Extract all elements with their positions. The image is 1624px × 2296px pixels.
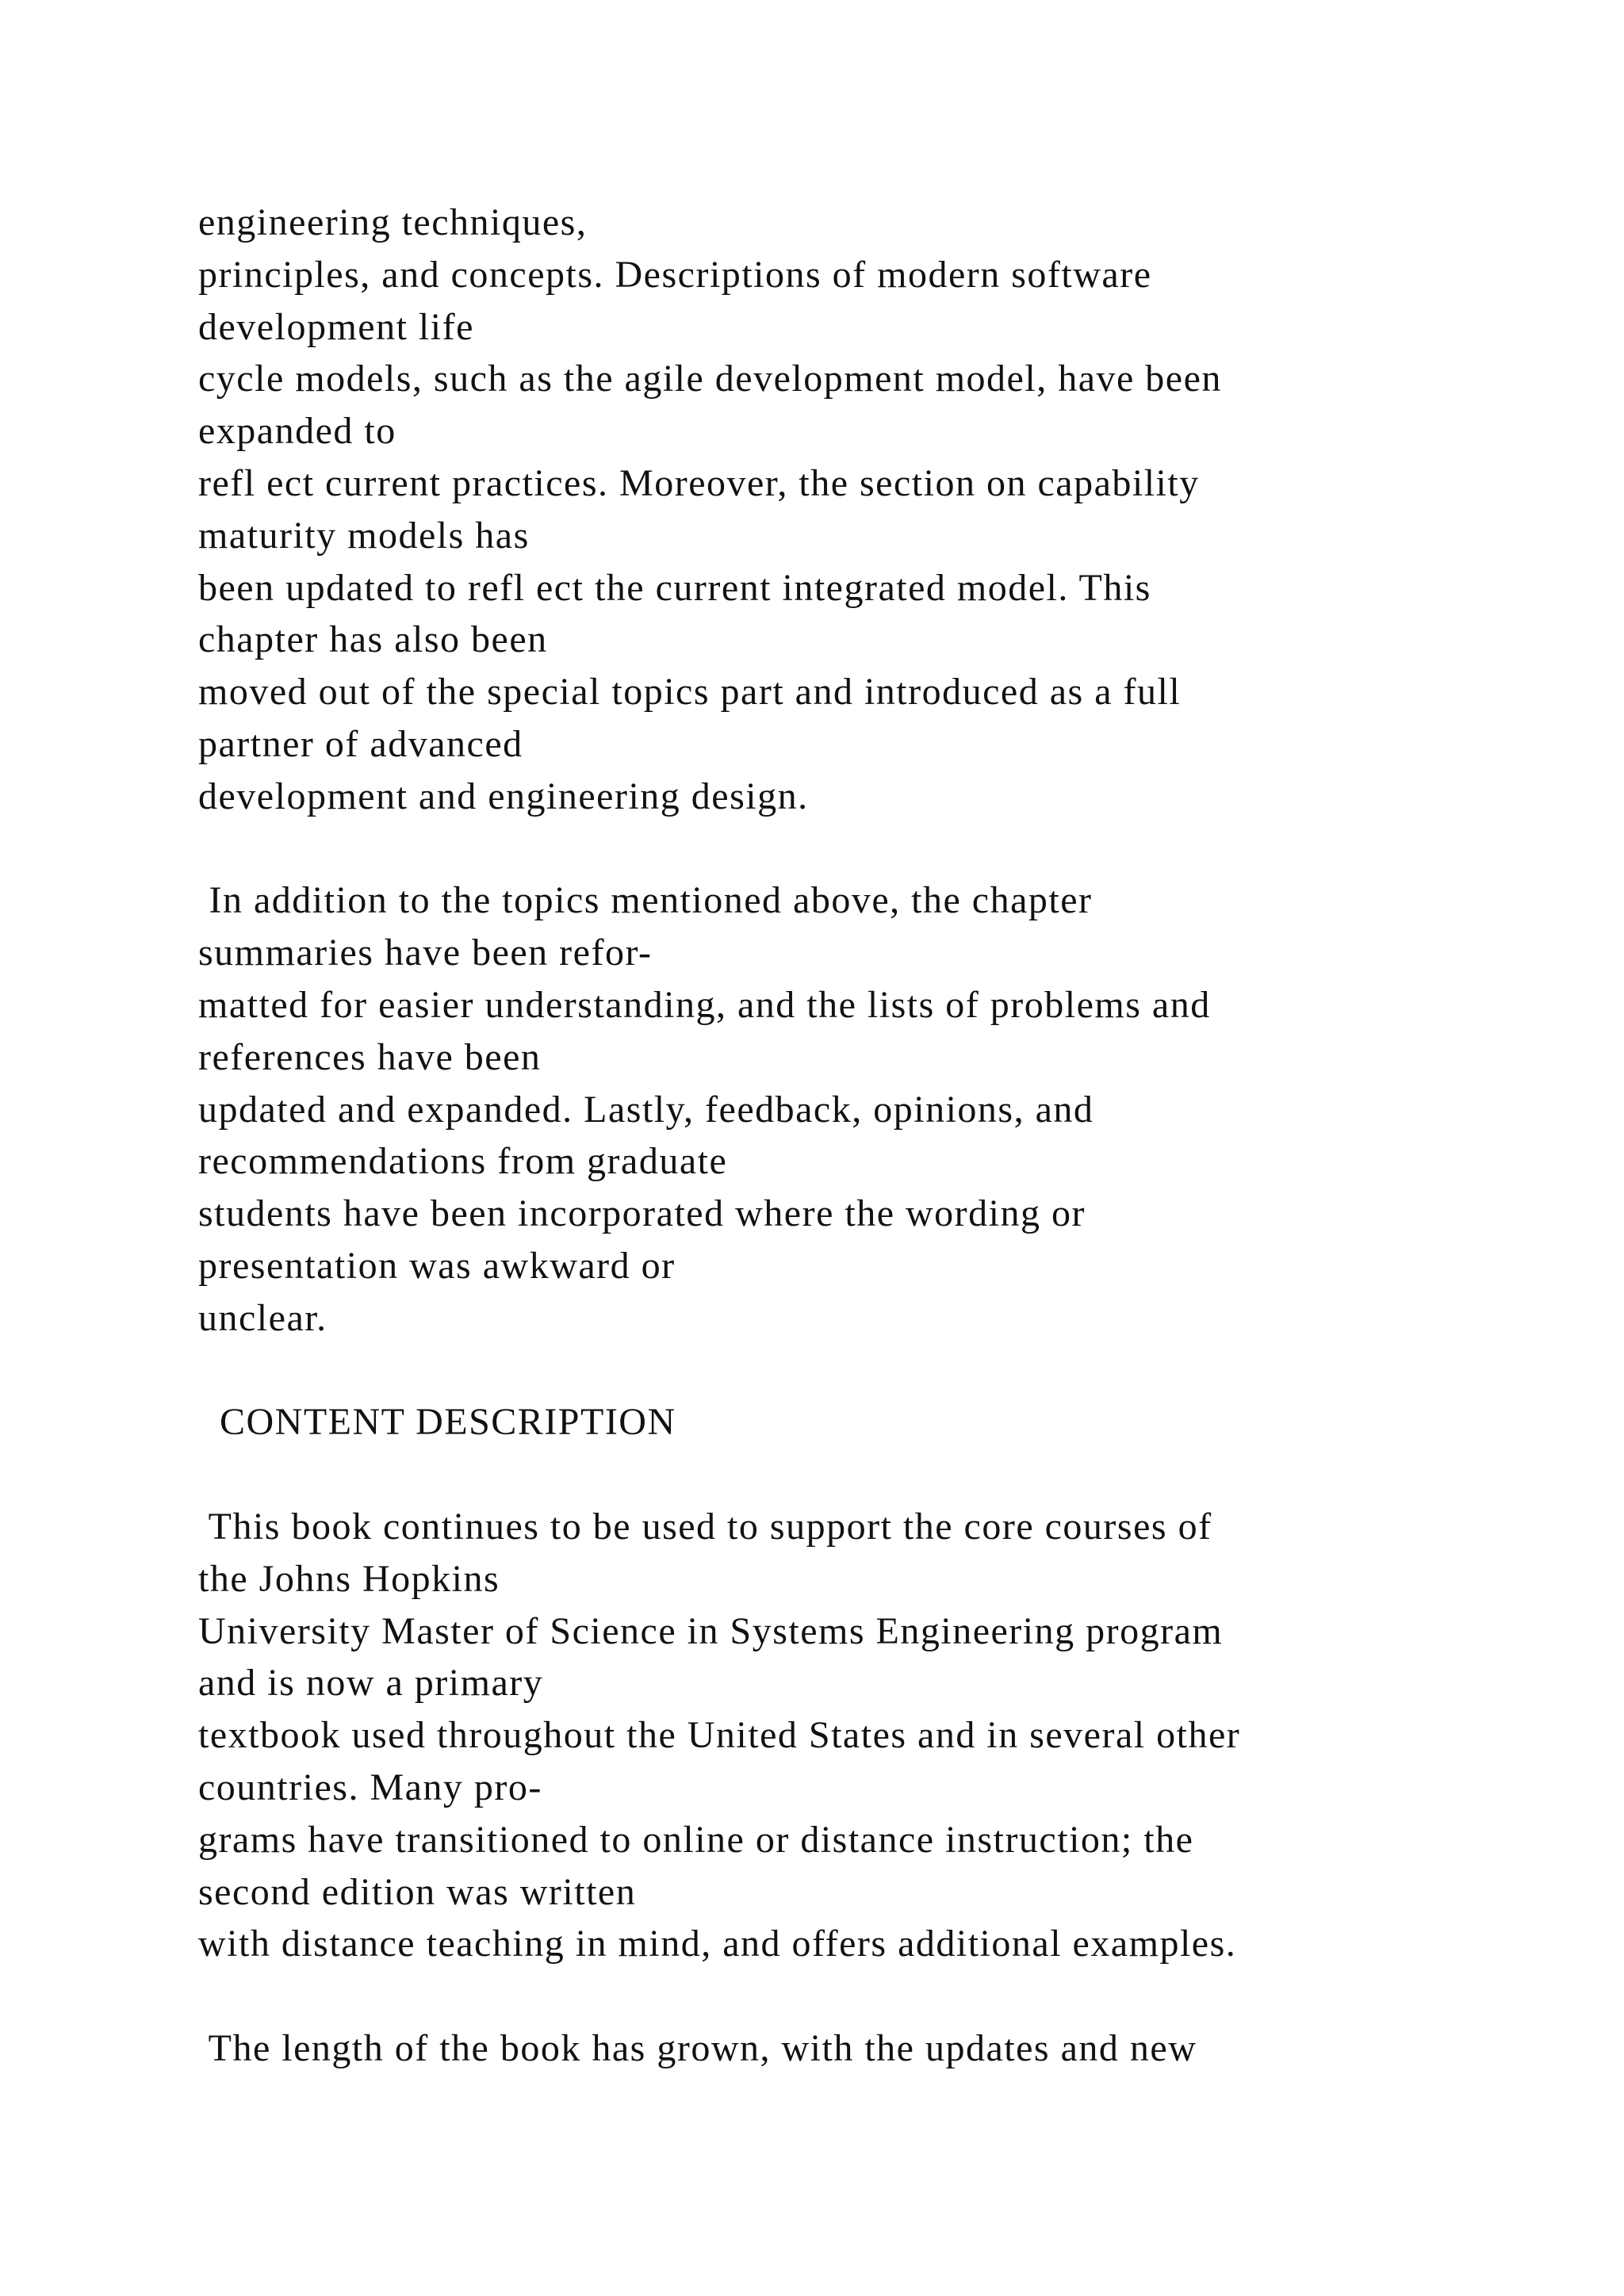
text-line: presentation was awkward or xyxy=(198,1244,676,1287)
text-line: updated and expanded. Lastly, feedback, opinions, and xyxy=(198,1088,1094,1131)
text-line: engineering techniques, xyxy=(198,201,588,243)
text-line: expanded to xyxy=(198,410,396,453)
paragraph-content-description xyxy=(198,1501,1546,1970)
text-line: partner of advanced xyxy=(198,722,523,765)
document-body xyxy=(198,197,1546,2075)
text-line: been updated to refl ect the current integrated model. This xyxy=(198,566,1151,609)
text-line: cycle models, such as the agile development model, have been xyxy=(198,358,1222,400)
paragraph-spacer xyxy=(198,1970,1546,2022)
text-line: University Master of Science in Systems Engineering program xyxy=(198,1609,1224,1652)
paragraph-additional-changes xyxy=(198,874,1546,1344)
heading-text: CONTENT DESCRIPTION xyxy=(198,1401,676,1444)
text-line: second edition was written xyxy=(198,1870,637,1913)
text-line: The length of the book has grown, with the updates and new xyxy=(198,2026,1197,2069)
text-line: development and engineering design. xyxy=(198,775,809,817)
section-heading xyxy=(198,1396,1546,1448)
text-line: matted for easier understanding, and the lists of problems and xyxy=(198,983,1211,1026)
paragraph-spacer xyxy=(198,1345,1546,1397)
paragraph-book-length xyxy=(198,2022,1546,2075)
paragraph-spacer xyxy=(198,1448,1546,1501)
text-line: This book continues to be used to support the core courses of xyxy=(198,1505,1212,1548)
text-line: refl ect current practices. Moreover, the section on capability xyxy=(198,461,1200,504)
text-line: summaries have been refor- xyxy=(198,932,653,974)
text-line: students have been incorporated where the wording or xyxy=(198,1192,1086,1235)
text-line: recommendations from graduate xyxy=(198,1140,728,1183)
text-line: development life xyxy=(198,305,474,348)
text-line: moved out of the special topics part and introduced as a full xyxy=(198,671,1182,714)
text-line: unclear. xyxy=(198,1296,327,1339)
text-line: maturity models has xyxy=(198,514,530,557)
paragraph-revisions xyxy=(198,197,1546,823)
text-line: the Johns Hopkins xyxy=(198,1557,500,1600)
text-line: In addition to the topics mentioned above, the chapter xyxy=(198,879,1093,922)
text-line: chapter has also been xyxy=(198,618,548,661)
text-line: countries. Many pro- xyxy=(198,1766,542,1808)
text-line: textbook used throughout the United States and in several other xyxy=(198,1714,1241,1757)
text-line: with distance teaching in mind, and offers additional examples. xyxy=(198,1923,1237,1965)
text-line: principles, and concepts. Descriptions of modern software xyxy=(198,253,1152,296)
text-line: grams have transitioned to online or distance instruction; the xyxy=(198,1818,1194,1861)
text-line: references have been xyxy=(198,1035,542,1078)
text-line: and is now a primary xyxy=(198,1662,544,1705)
paragraph-spacer xyxy=(198,823,1546,875)
